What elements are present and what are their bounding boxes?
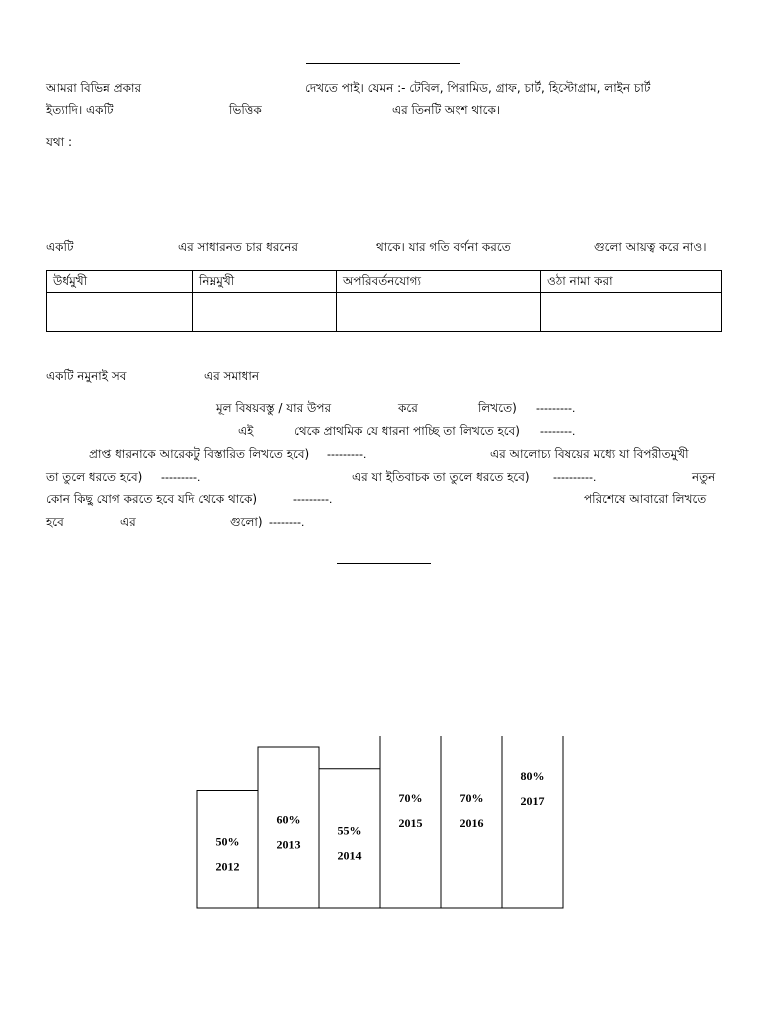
s-l5-c: পরিশেষে আবারো লিখতে	[584, 492, 707, 506]
s-l2-a: এই	[238, 424, 254, 438]
s-l6-a: হবে	[46, 515, 64, 529]
bar-category-label: 2017	[520, 794, 545, 808]
bar-value-label: 50%	[215, 834, 240, 849]
p1-line1-b: দেখতে পাই। যেমন :- টেবিল, পিরামিড, গ্রাফ, চার্ট, হিস্টোগ্রাম, লাইন চার্ট	[305, 81, 651, 95]
table-header-downward: নিম্নমুখী	[193, 271, 337, 293]
bar-category-label: 2014	[337, 848, 362, 863]
bar-2014	[319, 769, 380, 908]
s-l3-c: এর আলোচ্য বিষয়ের মধ্যে যা বিপরীতমুখী	[490, 447, 689, 461]
s-l5-a: কোন কিছু যোগ করতে হবে যদি থেকে থাকে)	[46, 492, 258, 506]
bar-value-label: 55%	[337, 823, 362, 838]
bar-category-label: 2013	[276, 837, 301, 852]
s-l4-c: এর যা ইতিবাচক তা তুলে ধরতে হবে)	[352, 470, 530, 484]
s-l1-b: করে	[398, 401, 418, 415]
s-l4-a: তা তুলে ধরতে হবে)	[46, 470, 143, 484]
trend-table	[46, 270, 722, 332]
p2-a: একটি	[46, 240, 74, 254]
p2-d: গুলো আয়ত্ব করে নাও।	[594, 240, 707, 254]
solution-title-b: এর সমাধান	[204, 369, 259, 383]
s-l6-c: গুলো)	[230, 515, 263, 529]
s-l2-b: থেকে প্রাথমিক যে ধারনা পাচ্ছি তা লিখতে হবে)	[294, 424, 520, 438]
s-l3-a: প্রাপ্ত ধারনাকে আরেকটু বিস্তারিত লিখতে হবে)	[89, 447, 310, 461]
bar-2013	[258, 747, 319, 908]
s-l3-b: ---------.	[327, 447, 367, 461]
table-cell	[541, 293, 722, 332]
bar-value-label: 70%	[459, 790, 484, 805]
table-cell	[47, 293, 193, 332]
bar-category-label: 2016	[459, 815, 484, 830]
table-header-fluctuating: ওঠা নামা করা	[541, 271, 722, 293]
s-l1-a: মূল বিষয়বস্তু / যার উপর	[216, 401, 332, 415]
bar-category-label: 2015	[398, 815, 423, 830]
s-l6-b: এর	[120, 515, 136, 529]
title-underline-1	[306, 63, 460, 64]
s-l6-d: --------.	[269, 515, 305, 529]
bar-value-label: 60%	[276, 812, 301, 827]
table-header-constant: অপরিবর্তনযোগ্য	[337, 271, 541, 293]
s-l1-c: লিখতে)	[478, 401, 517, 415]
s-l4-e: নতুন	[692, 470, 716, 484]
table-cell	[193, 293, 337, 332]
title-underline-2	[337, 563, 431, 564]
s-l2-c: --------.	[540, 424, 576, 438]
bar-value-label: 80%	[520, 769, 545, 783]
p2-b: এর সাধারনত চার ধরনের	[178, 240, 299, 254]
table-header-upward: উর্ধমুখী	[47, 271, 193, 293]
p1-line1-a: আমরা বিভিন্ন প্রকার	[46, 81, 142, 95]
bar-2017	[502, 736, 563, 908]
bar-category-label: 2012	[215, 859, 240, 874]
bar-value-label: 70%	[398, 790, 423, 805]
bar-chart	[190, 736, 570, 916]
p2-c: থাকে। যার গতি বর্ণনা করতে	[376, 240, 511, 254]
s-l4-d: ----------.	[553, 470, 597, 484]
table-cell	[337, 293, 541, 332]
bar-2012	[197, 791, 258, 909]
p1-line2-c: এর তিনটি অংশ থাকে।	[392, 103, 501, 117]
s-l1-d: ---------.	[536, 401, 576, 415]
solution-title-a: একটি নমুনাই সব	[46, 369, 127, 383]
p1-line2-a: ইত্যাদি। একটি	[46, 103, 114, 117]
p1-line3: যথা :	[46, 135, 73, 149]
s-l4-b: ---------.	[161, 470, 201, 484]
p1-line2-b: ভিত্তিক	[229, 103, 262, 117]
s-l5-b: ---------.	[293, 492, 333, 506]
